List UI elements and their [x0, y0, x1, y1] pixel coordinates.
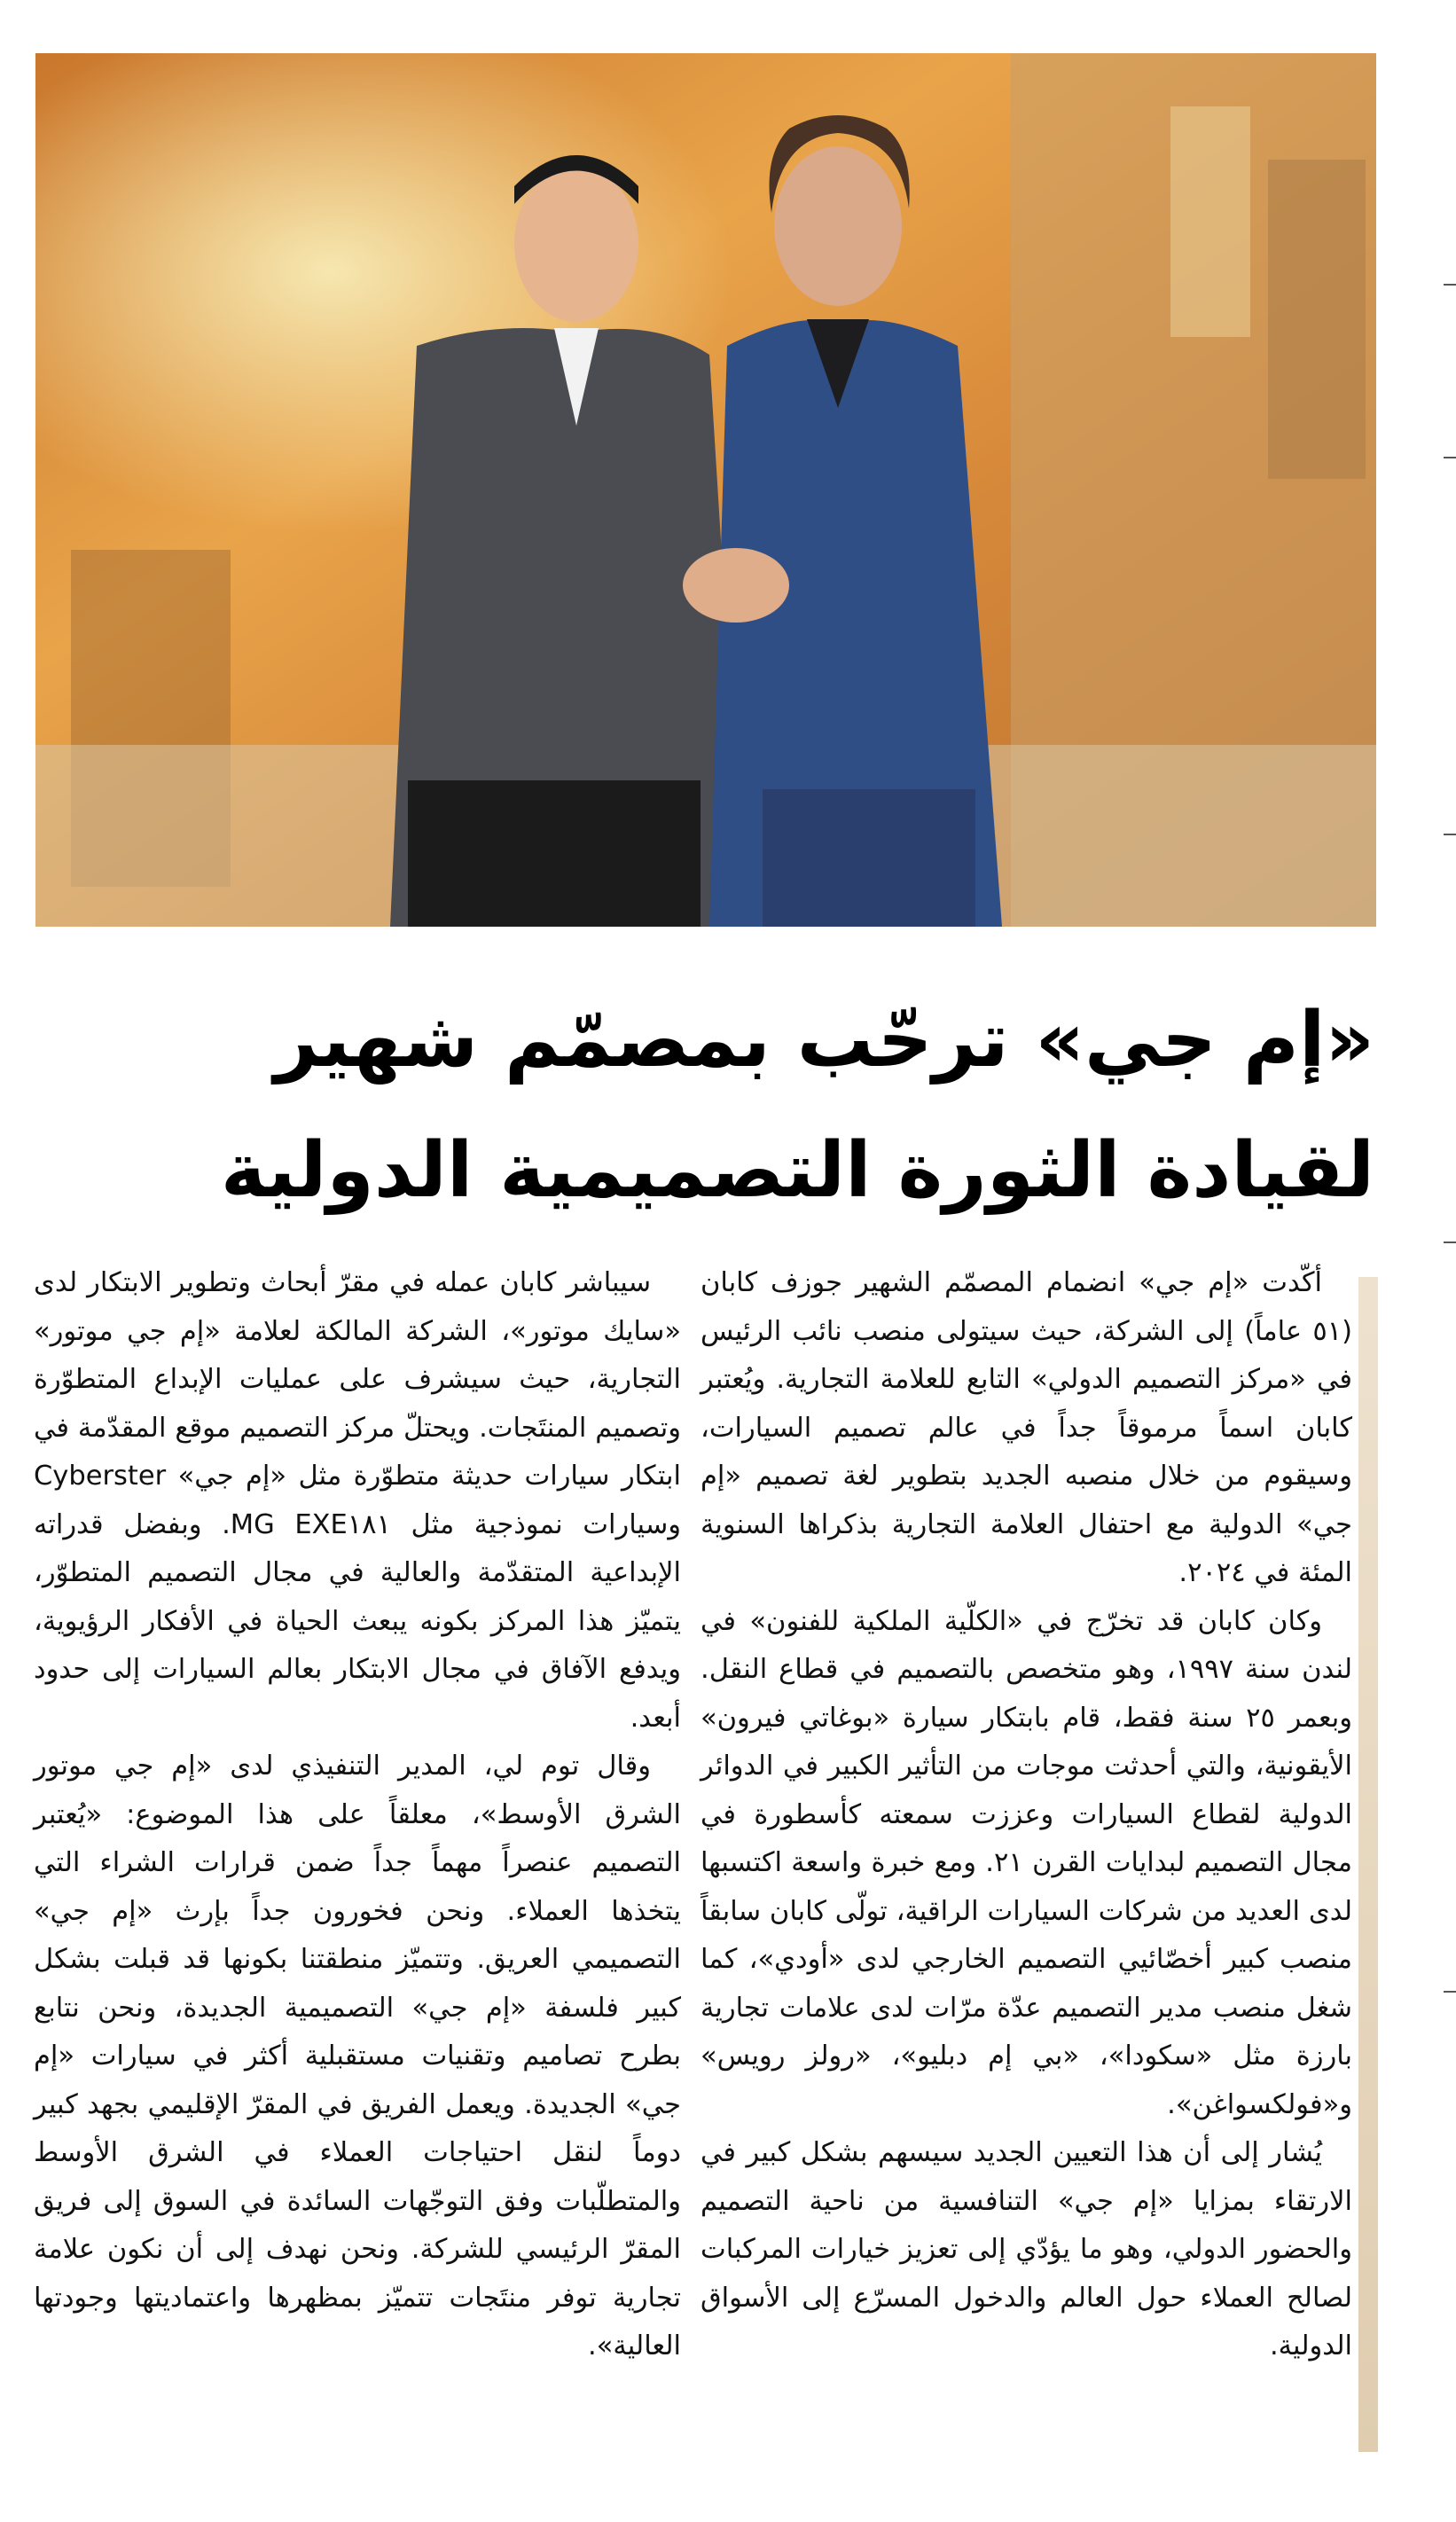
- headline-line-1: «إم جي» ترحّب بمصمّم شهير: [274, 996, 1374, 1085]
- crop-mark: [1444, 834, 1456, 835]
- headline-line-2: لقيادة الثورة التصميمية الدولية: [220, 1126, 1374, 1215]
- crop-mark: [1444, 1241, 1456, 1243]
- photo-illustration: [35, 53, 1376, 927]
- handshake-photo: [35, 53, 1376, 927]
- article-paragraph: وكان كابان قد تخرّج في «الكلّية الملكية للفنون» في لندن سنة ١٩٩٧، وهو متخصص بالتصميم في قطاع النقل. وبعمر ٢٥ سنة فقط، قام بابتكار سيارة «بوغاتي فيرون» الأيقونية، والتي أحدثت موجات من التأثير الكبير في الدوائر الدولية لقطاع السيارات وعززت سمعته كأسطورة في مجال التصميم لبدايات القرن ٢١. ومع خبرة واسعة اكتسبها لدى العديد من شركات السيارات الراقية، تولّى كابان سابقاً منصب كبير أخصّائيي التصميم الخارجي لدى «أودي»، كما شغل منصب مدير التصميم عدّة مرّات لدى علامات تجارية بارزة مثل «سكودا»، «بي إم دبليو»، «رولز رويس» و«فولكسواغن».: [701, 1605, 1353, 2120]
- article-column-right: [701, 1259, 1352, 2371]
- article-column-left: [34, 1259, 681, 2371]
- article-paragraph: سيباشر كابان عمله في مقرّ أبحاث وتطوير الابتكار لدى «سايك موتور»، الشركة المالكة لعلامة «إم جي موتور» التجارية، حيث سيشرف على عمليات الإبداع المتطوّرة وتصميم المنتَجات. ويحتلّ مركز التصميم موقع المقدّمة في ابتكار سيارات حديثة متطوّرة مثل «إم جي» Cyberster وسيارات نموذجية مثل MG EXE١٨١. وبفضل قدراته الإبداعية المتقدّمة والعالية في مجال التصميم المتطوّر، يتميّز هذا المركز بكونه يبعث الحياة في الأفكار الرؤيوية، ويدفع الآفاق في مجال الابتكار بعالم السيارات إلى حدود أبعد.: [34, 1267, 681, 1734]
- crop-mark: [1444, 1991, 1456, 1993]
- article-paragraph: يُشار إلى أن هذا التعيين الجديد سيسهم بشكل كبير في الارتقاء بمزايا «إم جي» التنافسية من ناحية التصميم والحضور الدولي، وهو ما يؤدّي إلى تعزيز خيارات المركبات لصالح العملاء حول العالم والدخول المسرّع إلى الأسواق الدولية.: [701, 2137, 1352, 2361]
- article-paragraph: وقال توم لي، المدير التنفيذي لدى «إم جي موتور الشرق الأوسط»، معلقاً على هذا الموضوع: «يُعتبر التصميم عنصراً مهماً جداً ضمن قرارات الشراء التي يتخذها العملاء. ونحن فخورون جداً بإرث «إم جي» التصميمي العريق. وتتميّز منطقتنا بكونها قد قبلت بشكل كبير فلسفة «إم جي» التصميمية الجديدة، ونحن نتابع بطرح تصاميم وتقنيات مستقبلية أكثر في سيارات «إم جي» الجديدة. ويعمل الفريق في المقرّ الإقليمي بجهد كبير دوماً لنقل احتياجات العملاء في الشرق الأوسط والمتطلّبات وفق التوجّهات السائدة في السوق إلى فريق المقرّ الرئيسي للشركة. ونحن نهدف إلى أن نكون علامة تجارية توفر منتَجات تتميّز بمظهرها واعتماديتها وجودتها العالية».: [34, 1751, 681, 2361]
- page-edge-strip: [1358, 1277, 1378, 2452]
- article-paragraph: أكّدت «إم جي» انضمام المصمّم الشهير جوزف كابان (٥١ عاماً) إلى الشركة، حيث سيتولى منصب نائب الرئيس في «مركز التصميم الدولي» التابع للعلامة التجارية. ويُعتبر كابان اسماً مرموقاً جداً في عالم تصميم السيارات، وسيقوم من خلال منصبه الجديد بتطوير لغة تصميم «إم جي» الدولية مع احتفال العلامة التجارية بذكراها السنوية المئة في ٢٠٢٤.: [701, 1267, 1352, 1588]
- crop-mark: [1444, 457, 1456, 458]
- crop-mark: [1444, 284, 1456, 286]
